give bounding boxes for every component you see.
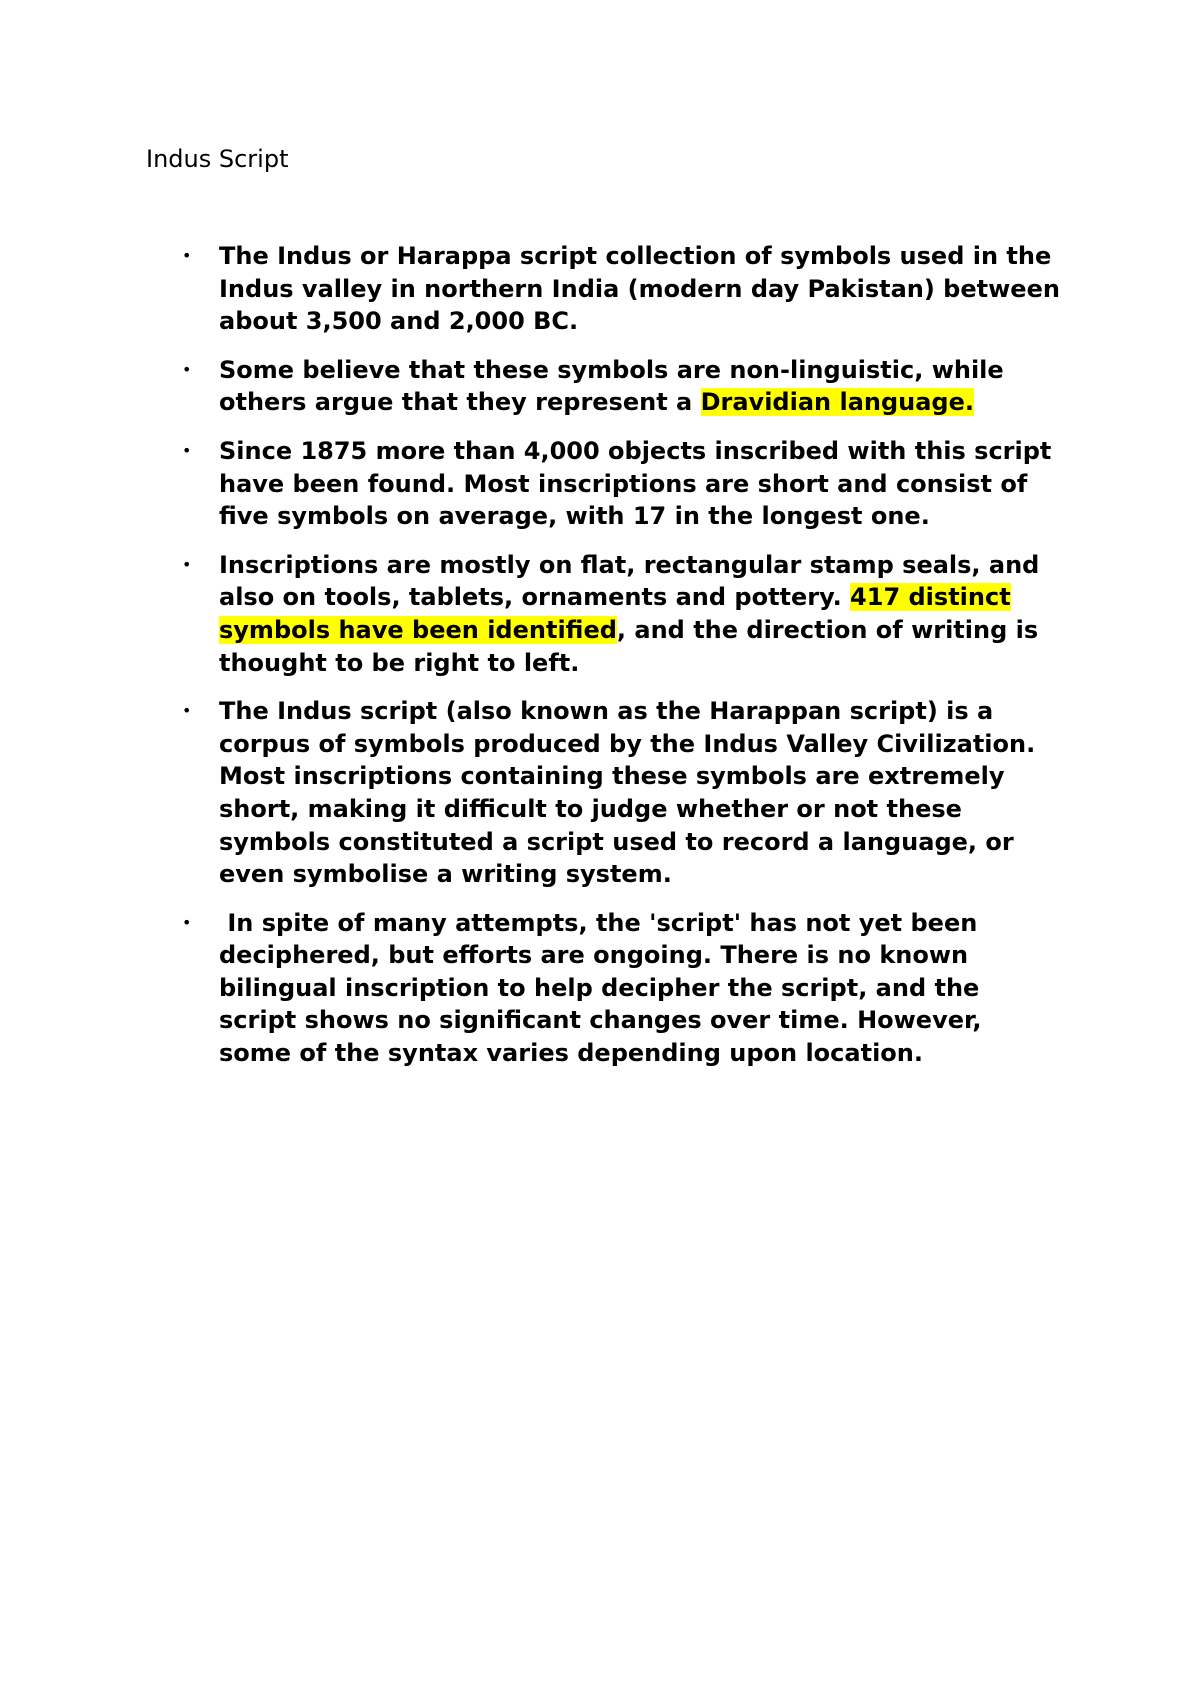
highlighted-text: 417 distinct symbols have been identified [219, 583, 1011, 644]
bullet-item-1 [0, 240, 1200, 338]
bullet-item-6 [0, 907, 1200, 1070]
bullet-icon: • [182, 246, 192, 265]
bullet-icon: • [182, 912, 192, 932]
bullet-text: The Indus or Harappa script collection of symbols used in the Indus valley in northern India (modern day Pakistan) between about 3,500 and 2,000 BC. [219, 242, 1060, 336]
bullet-icon: • [182, 554, 192, 574]
bullet-text-continued: , and the direction of writing is thought to be right to left. [219, 615, 1039, 677]
bullet-icon: • [182, 440, 192, 460]
highlighted-text: Dravidian language. [700, 388, 975, 417]
bullet-text: Inscriptions are mostly on flat, rectangular stamp seals, and also on tools, tablets, ornaments and pottery. [219, 550, 1040, 612]
document-title: Indus Script [146, 145, 289, 173]
bullet-text: Since 1875 more than 4,000 objects inscribed with this script have been found. Most inscriptions are short and consist of five symbols on average, with 17 in the longest one. [219, 436, 1052, 531]
bullet-icon: • [182, 359, 192, 379]
bullet-item-3 [0, 435, 1200, 533]
bullet-text: The Indus script (also known as the Harappan script) is a corpus of symbols produced by the Indus Valley Civilization. Most inscriptions containing these symbols are extremely short, making it difficult to judge whether or not these symbols constituted a script used to record a language, or even symbolise a writing system. [219, 697, 1036, 889]
bullet-text: Some believe that these symbols are non-linguistic, while others argue that they represent a [219, 355, 1004, 417]
bullet-item-4 [0, 549, 1200, 679]
bullet-item-5 [0, 695, 1200, 891]
bullet-item-2 [0, 354, 1200, 419]
bullet-text: In spite of many attempts, the 'script' has not yet been deciphered, but efforts are ongoing. There is no known bilingual inscription to help decipher the script, and the script shows no significant changes over time. However, some of the syntax varies depending upon location. [219, 908, 990, 1068]
bullet-list [0, 240, 1200, 1086]
bullet-icon: • [182, 701, 192, 721]
